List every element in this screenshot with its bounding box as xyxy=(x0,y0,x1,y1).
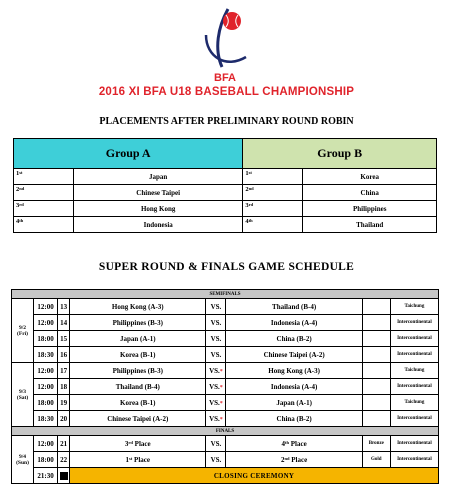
group-b-team: Korea xyxy=(303,169,437,185)
closing-time: 21:30 xyxy=(34,468,58,484)
home-team: Korea (B-1) xyxy=(70,395,206,411)
venue: Intercontinental xyxy=(390,331,438,347)
vs-label: VS. xyxy=(206,315,226,331)
game-number: 20 xyxy=(58,411,70,427)
closing-marker xyxy=(58,468,70,484)
game-number: 19 xyxy=(58,395,70,411)
vs-label: VS. xyxy=(206,299,226,315)
table-row xyxy=(12,395,439,411)
day-cell: 9/2 (Fri) xyxy=(12,299,34,363)
table-row xyxy=(12,315,439,331)
table-row xyxy=(12,379,439,395)
medal-cell xyxy=(362,315,390,331)
away-team: Indonesia (A-4) xyxy=(226,379,362,395)
game-time: 12:00 xyxy=(34,363,58,379)
game-time: 18:00 xyxy=(34,331,58,347)
game-time: 18:30 xyxy=(34,347,58,363)
placements-subtitle: PLACEMENTS AFTER PRELIMINARY ROUND ROBIN xyxy=(99,116,354,127)
group-a-team: Chinese Taipei xyxy=(74,185,243,201)
rank-cell: 4th xyxy=(14,217,74,233)
medal-cell xyxy=(362,299,390,315)
venue: Taichung xyxy=(390,299,438,315)
group-b-team: Thailand xyxy=(303,217,437,233)
game-time: 12:00 xyxy=(34,315,58,331)
home-team: Philippines (B-3) xyxy=(70,315,206,331)
medal-cell xyxy=(362,347,390,363)
game-time: 18:00 xyxy=(34,395,58,411)
medal-cell xyxy=(362,395,390,411)
venue: Intercontinental xyxy=(390,347,438,363)
home-team: Chinese Taipei (A-2) xyxy=(70,411,206,427)
vs-label: VS. xyxy=(206,347,226,363)
game-time: 18:30 xyxy=(34,411,58,427)
closing-ceremony: CLOSING CEREMONY xyxy=(70,468,439,484)
home-team: Thailand (B-4) xyxy=(70,379,206,395)
venue: Intercontinental xyxy=(390,436,438,452)
vs-label: VS. xyxy=(206,331,226,347)
group-b-team: Philippines xyxy=(303,201,437,217)
rank-cell: 3rd xyxy=(243,201,303,217)
away-team: Indonesia (A-4) xyxy=(226,315,362,331)
medal-cell xyxy=(362,331,390,347)
venue: Intercontinental xyxy=(390,452,438,468)
championship-title: 2016 XI BFA U18 BASEBALL CHAMPIONSHIP xyxy=(98,86,355,98)
vs-label: VS. xyxy=(206,452,226,468)
table-row xyxy=(14,217,437,233)
venue: Intercontinental xyxy=(390,315,438,331)
away-team: Japan (A-1) xyxy=(226,395,362,411)
home-team: Hong Kong (A-3) xyxy=(70,299,206,315)
venue: Taichung xyxy=(390,363,438,379)
day-cell: 9/4 (Sun) xyxy=(12,436,34,484)
game-number: 17 xyxy=(58,363,70,379)
table-row xyxy=(14,201,437,217)
vs-label: VS.* xyxy=(206,379,226,395)
game-time: 12:00 xyxy=(34,299,58,315)
schedule-title: SUPER ROUND & FINALS GAME SCHEDULE xyxy=(98,261,355,273)
away-team: Thailand (B-4) xyxy=(226,299,362,315)
venue: Intercontinental xyxy=(390,411,438,427)
medal-cell xyxy=(362,411,390,427)
game-number: 13 xyxy=(58,299,70,315)
placements-table xyxy=(13,138,437,233)
game-number: 21 xyxy=(58,436,70,452)
group-a-team: Japan xyxy=(74,169,243,185)
group-b-team: China xyxy=(303,185,437,201)
home-team: 1st Place xyxy=(70,452,206,468)
schedule-table xyxy=(11,289,439,484)
table-row xyxy=(12,411,439,427)
group-header-row xyxy=(14,139,437,169)
medal-cell xyxy=(362,379,390,395)
vs-label: VS.* xyxy=(206,395,226,411)
away-team: China (B-2) xyxy=(226,331,362,347)
home-team: Philippines (B-3) xyxy=(70,363,206,379)
semifinals-band: SEMIFINALS xyxy=(12,290,439,299)
game-time: 12:00 xyxy=(34,436,58,452)
black-square-icon xyxy=(60,472,68,480)
group-a-header: Group A xyxy=(14,139,243,169)
logo-letters: BFA xyxy=(214,72,236,84)
game-number: 14 xyxy=(58,315,70,331)
group-a-team: Indonesia xyxy=(74,217,243,233)
game-time: 12:00 xyxy=(34,379,58,395)
rank-cell: 3rd xyxy=(14,201,74,217)
medal-cell: Bronze xyxy=(362,436,390,452)
home-team: Korea (B-1) xyxy=(70,347,206,363)
table-row xyxy=(12,331,439,347)
home-team: 3rd Place xyxy=(70,436,206,452)
vs-label: VS.* xyxy=(206,411,226,427)
bfa-logo xyxy=(196,5,256,85)
table-row xyxy=(12,299,439,315)
day-cell: 9/3 (Sat) xyxy=(12,363,34,427)
away-team: Chinese Taipei (A-2) xyxy=(226,347,362,363)
away-team: China (B-2) xyxy=(226,411,362,427)
game-number: 15 xyxy=(58,331,70,347)
medal-cell: Gold xyxy=(362,452,390,468)
game-time: 18:00 xyxy=(34,452,58,468)
table-row xyxy=(14,169,437,185)
rank-cell: 2nd xyxy=(14,185,74,201)
home-team: Japan (A-1) xyxy=(70,331,206,347)
rank-cell: 2nd xyxy=(243,185,303,201)
vs-label: VS. xyxy=(206,436,226,452)
table-row xyxy=(12,347,439,363)
table-row xyxy=(12,468,439,484)
away-team: 2nd Place xyxy=(226,452,362,468)
table-row xyxy=(12,436,439,452)
vs-label: VS.* xyxy=(206,363,226,379)
game-number: 16 xyxy=(58,347,70,363)
group-a-team: Hong Kong xyxy=(74,201,243,217)
table-row xyxy=(12,363,439,379)
table-row xyxy=(14,185,437,201)
rank-cell: 1st xyxy=(14,169,74,185)
venue: Intercontinental xyxy=(390,379,438,395)
away-team: Hong Kong (A-3) xyxy=(226,363,362,379)
game-number: 18 xyxy=(58,379,70,395)
group-b-header: Group B xyxy=(243,139,437,169)
rank-cell: 4th xyxy=(243,217,303,233)
away-team: 4th Place xyxy=(226,436,362,452)
medal-cell xyxy=(362,363,390,379)
venue: Taichung xyxy=(390,395,438,411)
game-number: 22 xyxy=(58,452,70,468)
rank-cell: 1st xyxy=(243,169,303,185)
finals-band: FINALS xyxy=(12,427,439,436)
table-row xyxy=(12,452,439,468)
